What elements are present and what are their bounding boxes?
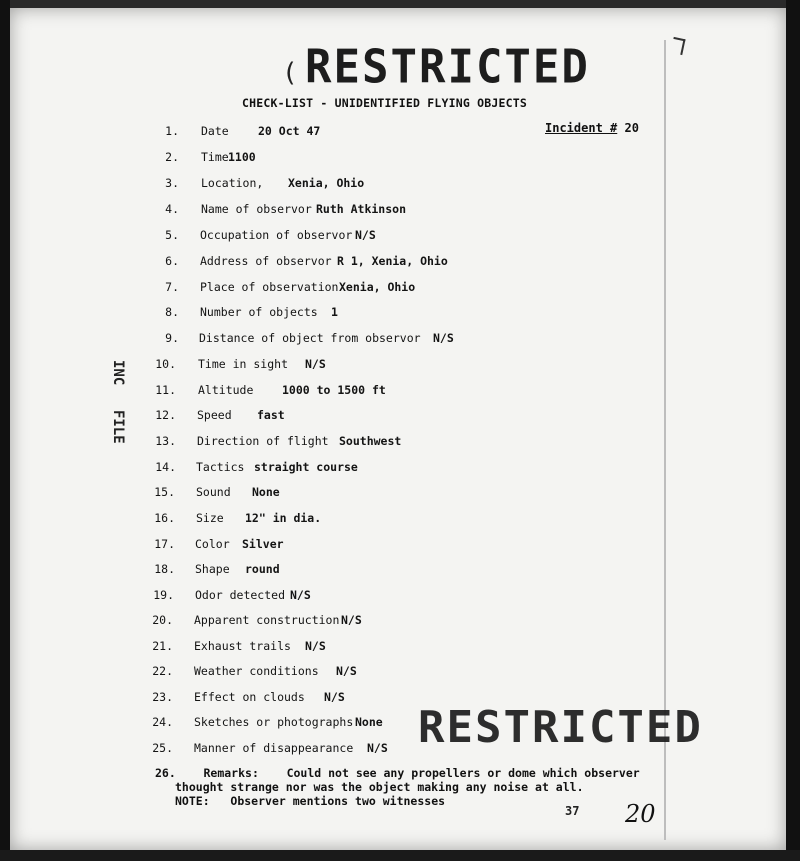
- item-number: 12.: [155, 408, 176, 422]
- item-value: straight course: [254, 460, 358, 474]
- item-number: 14.: [155, 460, 176, 474]
- remarks-block: [155, 766, 640, 808]
- item-label: Weather conditions: [194, 664, 319, 678]
- item-label: Odor detected: [195, 588, 286, 602]
- item-label: Sketches or photographs: [194, 715, 354, 729]
- item-number: 15.: [154, 485, 175, 499]
- item-number: 16.: [154, 511, 175, 525]
- item-value: Ruth Atkinson: [316, 202, 407, 216]
- document-title: CHECK-LIST - UNIDENTIFIED FLYING OBJECTS: [242, 96, 527, 110]
- item-label: Speed: [197, 408, 232, 422]
- item-label: Exhaust trails: [194, 639, 291, 653]
- item-number: 18.: [154, 562, 175, 576]
- item-number: 11.: [155, 383, 176, 397]
- scan-border-bottom: [0, 850, 800, 861]
- item-label: Manner of disappearance: [194, 741, 354, 755]
- remarks-line-1: Could not see any propellers or dome which observer: [286, 766, 640, 780]
- item-value: Xenia, Ohio: [339, 280, 416, 294]
- item-value: N/S: [305, 639, 326, 653]
- item-number: 2.: [165, 150, 179, 164]
- item-label: Tactics: [196, 460, 245, 474]
- item-number: 21.: [152, 639, 173, 653]
- item-number: 23.: [152, 690, 173, 704]
- item-value: 1100: [228, 150, 256, 164]
- remarks-number: 26.: [155, 766, 176, 780]
- restricted-stamp-bottom: RESTRICTED: [418, 702, 703, 753]
- remarks-line-2: thought strange nor was the object making any noise at all.: [175, 780, 584, 794]
- item-label: Size: [196, 511, 224, 525]
- item-value: None: [252, 485, 280, 499]
- item-number: 24.: [152, 715, 173, 729]
- item-value: N/S: [336, 664, 357, 678]
- item-value: 20 Oct 47: [258, 124, 321, 138]
- item-number: 3.: [165, 176, 179, 190]
- item-number: 5.: [165, 228, 179, 242]
- item-number: 6.: [165, 254, 179, 268]
- side-label-inc: INC: [110, 360, 126, 386]
- item-value: N/S: [290, 588, 311, 602]
- item-number: 22.: [152, 664, 173, 678]
- item-label: Location,: [201, 176, 264, 190]
- item-label: Number of objects: [200, 305, 318, 319]
- item-number: 20.: [152, 613, 173, 627]
- incident-value: 20: [624, 121, 639, 135]
- scan-border-right: [786, 0, 800, 861]
- item-value: R 1, Xenia, Ohio: [337, 254, 448, 268]
- item-label: Altitude: [198, 383, 254, 397]
- scan-border-left: [0, 0, 10, 861]
- stamp-mark: (: [282, 58, 298, 88]
- item-value: fast: [257, 408, 285, 422]
- item-number: 25.: [152, 741, 173, 755]
- item-label: Address of observor: [200, 254, 332, 268]
- remarks-label: Remarks:: [203, 766, 259, 780]
- item-label: Name of observor: [201, 202, 312, 216]
- item-number: 13.: [155, 434, 176, 448]
- item-label: Effect on clouds: [194, 690, 305, 704]
- page-number: 37: [565, 804, 580, 818]
- item-number: 1.: [165, 124, 179, 138]
- item-number: 9.: [165, 331, 179, 345]
- item-value: Xenia, Ohio: [288, 176, 365, 190]
- item-value: 12" in dia.: [245, 511, 322, 525]
- note-text: Observer mentions two witnesses: [230, 794, 446, 808]
- item-number: 7.: [165, 280, 179, 294]
- item-label: Color: [195, 537, 230, 551]
- item-label: Occupation of observor: [200, 228, 353, 242]
- item-label: Direction of flight: [197, 434, 329, 448]
- item-value: N/S: [305, 357, 326, 371]
- item-label: Time in sight: [198, 357, 289, 371]
- item-value: 1000 to 1500 ft: [282, 383, 386, 397]
- item-label: Distance of object from observor: [199, 331, 421, 345]
- item-label: Sound: [196, 485, 231, 499]
- handwritten-number: 20: [625, 800, 656, 828]
- item-value: None: [355, 715, 383, 729]
- item-number: 17.: [154, 537, 175, 551]
- item-value: N/S: [341, 613, 362, 627]
- item-label: Time: [201, 150, 229, 164]
- item-number: 19.: [153, 588, 174, 602]
- item-value: N/S: [433, 331, 454, 345]
- item-value: Silver: [242, 537, 284, 551]
- note-label: NOTE:: [175, 794, 210, 808]
- item-label: Apparent construction: [194, 613, 340, 627]
- item-value: N/S: [355, 228, 376, 242]
- item-value: N/S: [324, 690, 345, 704]
- item-value: Southwest: [339, 434, 402, 448]
- item-value: 1: [331, 305, 338, 319]
- incident-number: [545, 121, 639, 135]
- item-label: Shape: [195, 562, 230, 576]
- item-label: Date: [201, 124, 229, 138]
- item-number: 10.: [155, 357, 176, 371]
- side-label-file: FILE: [110, 410, 126, 444]
- item-number: 4.: [165, 202, 179, 216]
- item-value: N/S: [367, 741, 388, 755]
- item-number: 8.: [165, 305, 179, 319]
- item-value: round: [245, 562, 280, 576]
- item-label: Place of observation: [200, 280, 339, 294]
- restricted-stamp-top: RESTRICTED: [305, 40, 590, 95]
- incident-label: Incident #: [545, 121, 618, 135]
